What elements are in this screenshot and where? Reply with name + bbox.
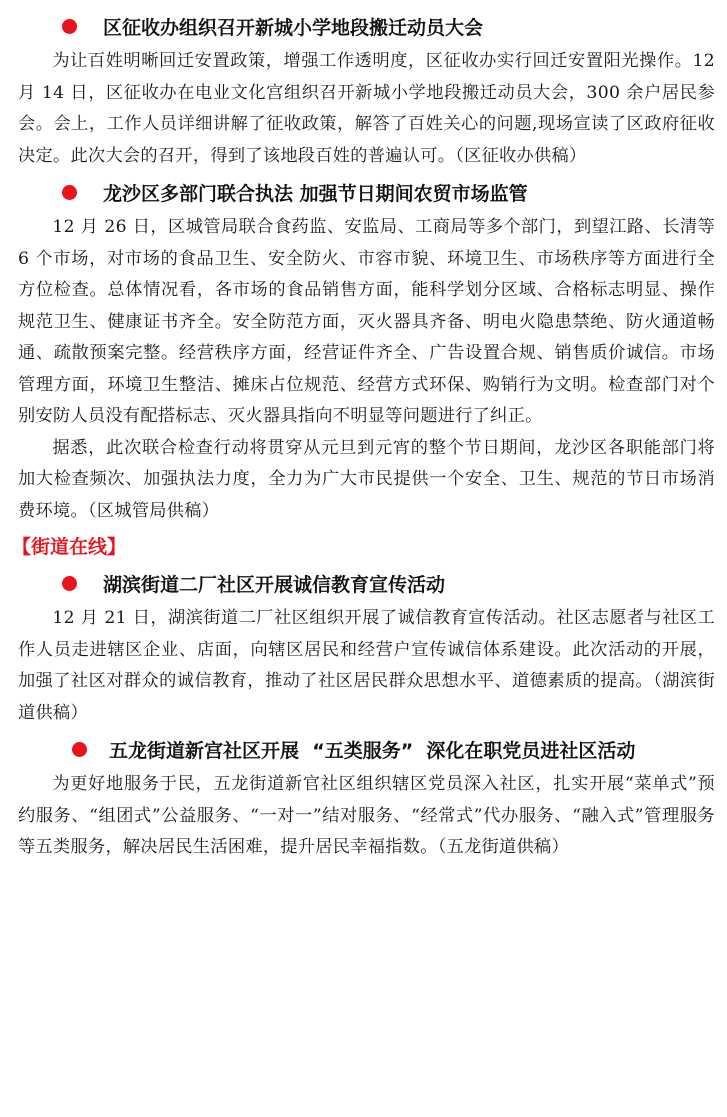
article-headline xyxy=(18,729,715,769)
section-label: 【街道在线】 xyxy=(12,535,127,558)
article-headline xyxy=(18,6,715,46)
headline-text: 区征收办组织召开新城小学地段搬迁动员大会 xyxy=(103,16,484,39)
article-paragraph: 据悉，此次联合检查行动将贯穿从元旦到元宵的整个节日期间，龙沙区各职能部门将加大检查频次、加强执法力度，全力为广大市民提供一个安全、卫生、规范的节日市场消费环境。（区城管局供稿） xyxy=(18,437,715,521)
red-bullet-icon xyxy=(62,185,77,200)
headline-text: 湖滨街道二厂社区开展诚信教育宣传活动 xyxy=(103,573,446,596)
headline-text: 五龙街道新宫社区开展 “五类服务” 深化在职党员进社区活动 xyxy=(109,739,636,762)
article-paragraph: 12 月 26 日，区城管局联合食药监、安监局、工商局等多个部门，到望江路、长清等 6 个市场，对市场的食品卫生、安全防火、市容市貌、环境卫生、市场秩序等方面进行全方位检查。总体情况看，各市场的食品销售方面，能科学划分区域、合格标志明显、操作规范卫生、健康证书齐全。安全防范方面，灭火器具齐备、明电火隐患禁绝、防火通道畅通、疏散预案完整。经营秩序方面，经营证件齐全、广告设置合规、销售质价诚信。市场管理方面，环境卫生整洁、摊床占位规范、经营方式环保、购销行为文明。检查部门对个别安防人员没有配搭标志、灭火器具指向不明显等问题进行了纠正。 xyxy=(18,217,715,426)
article-paragraph: 12 月 21 日，湖滨街道二厂社区组织开展了诚信教育宣传活动。社区志愿者与社区工作人员走进辖区企业、店面，向辖区居民和经营户宣传诚信体系建设。此次活动的开展，加强了社区对群众的诚信教育，推动了社区居民群众思想水平、道德素质的提高。（湖滨街道供稿） xyxy=(18,608,715,723)
article-headline xyxy=(18,172,715,212)
red-bullet-icon xyxy=(62,576,77,591)
article-paragraph: 为更好地服务于民，五龙街道新官社区组织辖区党员深入社区，扎实开展“菜单式”预约服务、“组团式”公益服务、“一对一”结对服务、“经常式”代办服务、“融入式”管理服务等五类服务，解决居民生活困难，提升居民幸福指数。（五龙街道供稿） xyxy=(18,774,715,857)
red-bullet-icon xyxy=(72,742,87,757)
article-paragraph: 为让百姓明晰回迁安置政策，增强工作透明度，区征收办实行回迁安置阳光操作。12 月 14 日，区征收办在电业文化宫组织召开新城小学地段搬迁动员大会，300 余户居民参会。会上，工作人员详细讲解了征收政策，解答了百姓关心的问题,现场宣读了区政府征收决定。此次大会的召开，得到了该地段百姓的普遍认可。（区征收办供稿） xyxy=(18,51,715,166)
article-headline xyxy=(18,563,715,603)
headline-text: 龙沙区多部门联合执法 加强节日期间农贸市场监管 xyxy=(103,182,528,205)
red-bullet-icon xyxy=(62,19,77,34)
